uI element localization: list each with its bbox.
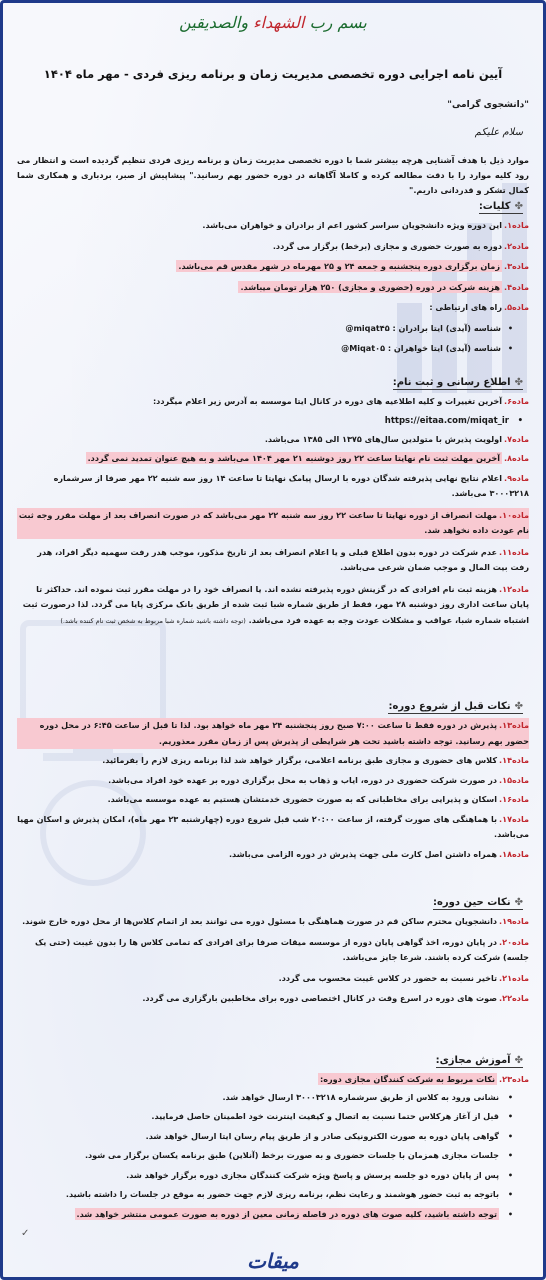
sheba-note: (توجه داشته باشید شماره شبا مربوط به شخص ثبت نام کننده باشد.) [60,616,246,625]
section-general [17,201,529,357]
article-21: ماده۲۱.تاخیر نسبت به حضور در کلاس غیبت محسوب می گردد. [278,972,529,983]
article-2: ماده۲.دوره به صورت حضوری و مجازی (برخط) برگزار می گردد. [272,240,529,251]
star-icon: ✤ [514,201,523,212]
contact-sisters: • شناسه (آیدی) ایتا خواهران : Miqat۰۵@ [17,340,529,357]
article-4: ماده۴.هزینه شرکت در دوره (حضوری و مجازی) ۲۵۰ هزار تومان میباشد. [240,281,529,292]
virtual-bullet-6: • باتوجه به ثبت حضور هوشمند و رعایت نظم، برنامه ریزی لازم جهت حضور به موقع در جلسات را داشته باشید. [17,1185,529,1205]
virtual-bullet-5: • پس از پایان دوره دو جلسه پرسش و پاسخ ویژه شرکت کنندگان مجازی دوره برگزار خواهد شد. [17,1166,529,1186]
basmala-calligraphy [3,13,543,32]
section-during-course [17,897,529,1007]
section-heading: ✤ اطلاع رسانی و ثبت نام: [392,377,523,388]
article-11: ماده۱۱.عدم شرکت در دوره بدون اطلاع قبلی و یا اعلام انصراف بعد از تاریخ مذکور، موجب هدر رفت سهمیه دیگر افراد، هدر رفت بیت المال و موجب ضمان شرعی می‌باشد. [37,546,529,572]
article-6: ماده۶.آخرین تغییرات و کلیه اطلاعیه های دوره در کانال ایتا موسسه به آدرس زیر اعلام میگردد: [152,396,529,406]
section-heading: ✤ آموزش مجازی: [435,1055,523,1066]
article-9: ماده۹.اعلام نتایج نهایی پذیرفته شدگان دوره با ارسال پیامک نهایتا تا ساعت ۱۴ روز سه شنبه ۲۲ مهر صرفا از سرشماره ۳۰۰۰۳۲۱۸ می‌باشد. [53,472,529,498]
virtual-bullet-2: • قبل از آغاز هرکلاس حتما نسبت به اتصال و کیفیت اینترنت خود اطمینان حاصل فرمایید. [17,1107,529,1127]
star-icon: ✤ [514,897,523,908]
section-virtual-education [17,1055,529,1224]
star-icon: ✤ [514,701,523,712]
star-icon: ✤ [514,377,523,388]
virtual-bullet-4: • جلسات مجازی همزمان با جلسات حضوری و به صورت برخط (آنلاین) طبق برنامه یکسان برگزار می شود. [17,1146,529,1166]
salam-signature: سلام علیکم [474,127,523,138]
article-19: ماده۱۹.دانشجویان محترم ساکن قم در صورت هماهنگی با مسئول دوره می توانند بعد از اتمام کلاس‌ها از محل دوره خارج شوند. [22,916,529,926]
virtual-bullet-3: • گواهی پایان دوره به صورت الکترونیکی صادر و از طریق پیام رسان ایتا ارسال خواهد شد. [17,1127,529,1147]
article-7: ماده۷.اولویت پذیرش با متولدین سال‌های ۱۳۷۵ الی ۱۳۸۵ می‌باشد. [264,433,529,444]
star-icon: ✤ [514,1055,523,1066]
basmala-part-2: الشهداء [253,13,305,32]
greeting: "دانشجوی گرامی" [447,100,529,110]
article-20: ماده۲۰.در پایان دوره، اخذ گواهی پایان دوره از موسسه میقات صرفا برای افرادی که تمامی کلاس ها را بدون غیبت (حتی یک جلسه) شرکت کرده باشند. شرعا جایز می‌باشد. [34,936,529,962]
article-10: ماده۱۰.مهلت انصراف از دوره نهایتا تا ساعت ۲۲ روز سه شنبه ۲۲ مهر می‌باشد که در صورت انصراف بعد از مهلت مقرر وجه ثبت نام عودت داده نخواهد شد. [17,508,529,539]
section-before-course [17,701,529,862]
virtual-bullet-1: • نشانی ورود به کلاس از طریق سرشماره ۳۰۰۰۳۲۱۸ ارسال خواهد شد. [17,1088,529,1108]
eitaa-channel-link[interactable]: https://eitaa.com/miqat_ir • [17,413,529,429]
section-registration [17,377,529,629]
virtual-bullet-7: • توجه داشته باشید، کلیه صوت های دوره در فاصله زمانی معین از دوره به صورت عمومی منتشر خواهد شد. [17,1205,529,1225]
checkmark-icon: ✓ [21,1228,30,1239]
contact-brothers: • شناسه (آیدی) ایتا برادران : miqat۴۵@ [17,320,529,337]
article-1: ماده۱.این دوره ویژه دانشجویان سراسر کشور اعم از برادران و خواهران می‌باشد. [202,220,529,230]
article-12: ماده۱۲.هزینه ثبت نام افرادی که در گزینش دوره پذیرفته نشده اند. یا انصراف خود را در مهلت مقرر ثبت نموده اند. حداکثر تا پایان ساعت اداری روز دوشنبه ۲۸ مهر، فقط از طریق شماره شبا ثبت شده از طریق بانک مرکزی پایا می گردد. لذا درصورت ثبت اشتباه شماره شبا، عواقب و مشکلات عودت وجه به عهده فرد می‌باشد. (توجه داشته باشید شماره شبا مربوط به شخص ثبت نام کننده باشد.) [22,583,529,625]
basmala-part-3: والصدیقین [179,13,249,32]
basmala-part-1: بسم رب [309,13,367,32]
intro-paragraph: موارد ذیل با هدف آشنایی هرچه بیشتر شما با دوره تخصصی مدیریت زمان و برنامه ریزی فردی تنظیم گردیده است و انتظار می رود کلیه موارد را با دقت مطالعه کرده و کاملا آگاهانه در دوره حضور بهم رسانید." پیشاپیش از صبر، بردباری و همکاری شما کمال تشکر و قدردانی داریم." [17,155,529,195]
article-17: ماده۱۷.با هماهنگی های صورت گرفته، از ساعت ۲۰:۰۰ شب قبل شروع دوره (چهارشنبه ۲۳ مهر ماه)، امکان پذیرش و اسکان مهیا می‌باشد. [17,813,529,839]
miqat-logo: میقات [247,1249,299,1273]
article-15: ماده۱۵.در صورت شرکت حضوری در دوره، ایاب و ذهاب به محل برگزاری دوره بر عهده خود افراد می‌باشد. [108,774,529,785]
section-heading: ✤ کلیات: [478,201,523,212]
article-18: ماده۱۸.همراه داشتن اصل کارت ملی جهت پذیرش در دوره الزامی می‌باشد. [228,848,529,859]
page-title: آیین نامه اجرایی دوره تخصصی مدیریت زمان و برنامه ریزی فردی - مهر ماه ۱۴۰۴ [43,67,503,81]
article-5: ماده۵.راه های ارتباطی : [429,302,529,312]
article-14: ماده۱۴.کلاس های حضوری و مجازی طبق برنامه اعلامی، برگزار خواهد شد لذا برنامه ریزی لازم را بفرمائید. [102,755,529,765]
article-16: ماده۱۶.اسکان و پذیرایی برای مخاطبانی که به صورت حضوری خدمتشان هستیم به عهده موسسه می‌باشد. [107,794,529,804]
article-8: ماده۸.آخرین مهلت ثبت نام نهایتا ساعت ۲۲ روز دوشنبه ۲۱ مهر ۱۴۰۴ می‌باشد و به هیچ عنوان تمدید نمی گردد. [87,453,529,463]
section-heading: ✤ نکات قبل از شروع دوره: [388,701,523,712]
article-3: ماده۳.زمان برگزاری دوره پنجشنبه و جمعه ۲۴ و ۲۵ مهرماه در شهر مقدس قم می‌باشد. [178,261,529,271]
article-22: ماده۲۲.صوت های دوره در اسرع وقت در کانال اختصاصی دوره برای مخاطبین بارگزاری می گردد. [142,993,529,1003]
section-heading: ✤ نکات حین دوره: [432,897,523,908]
article-23: ماده۲۳.نکات مربوط به شرکت کنندگان مجازی دوره: [319,1074,529,1084]
article-13: ماده۱۳.پذیرش در دوره فقط تا ساعت ۷:۰۰ صبح روز پنجشنبه ۲۴ مهر ماه خواهد بود. لذا تا قبل از ساعت ۶:۴۵ در محل دوره حضور بهم رسانید. توجه داشته باشید تحت هر شرایطی از پذیرش پس از زمان مقرر معذوریم. [17,718,529,749]
